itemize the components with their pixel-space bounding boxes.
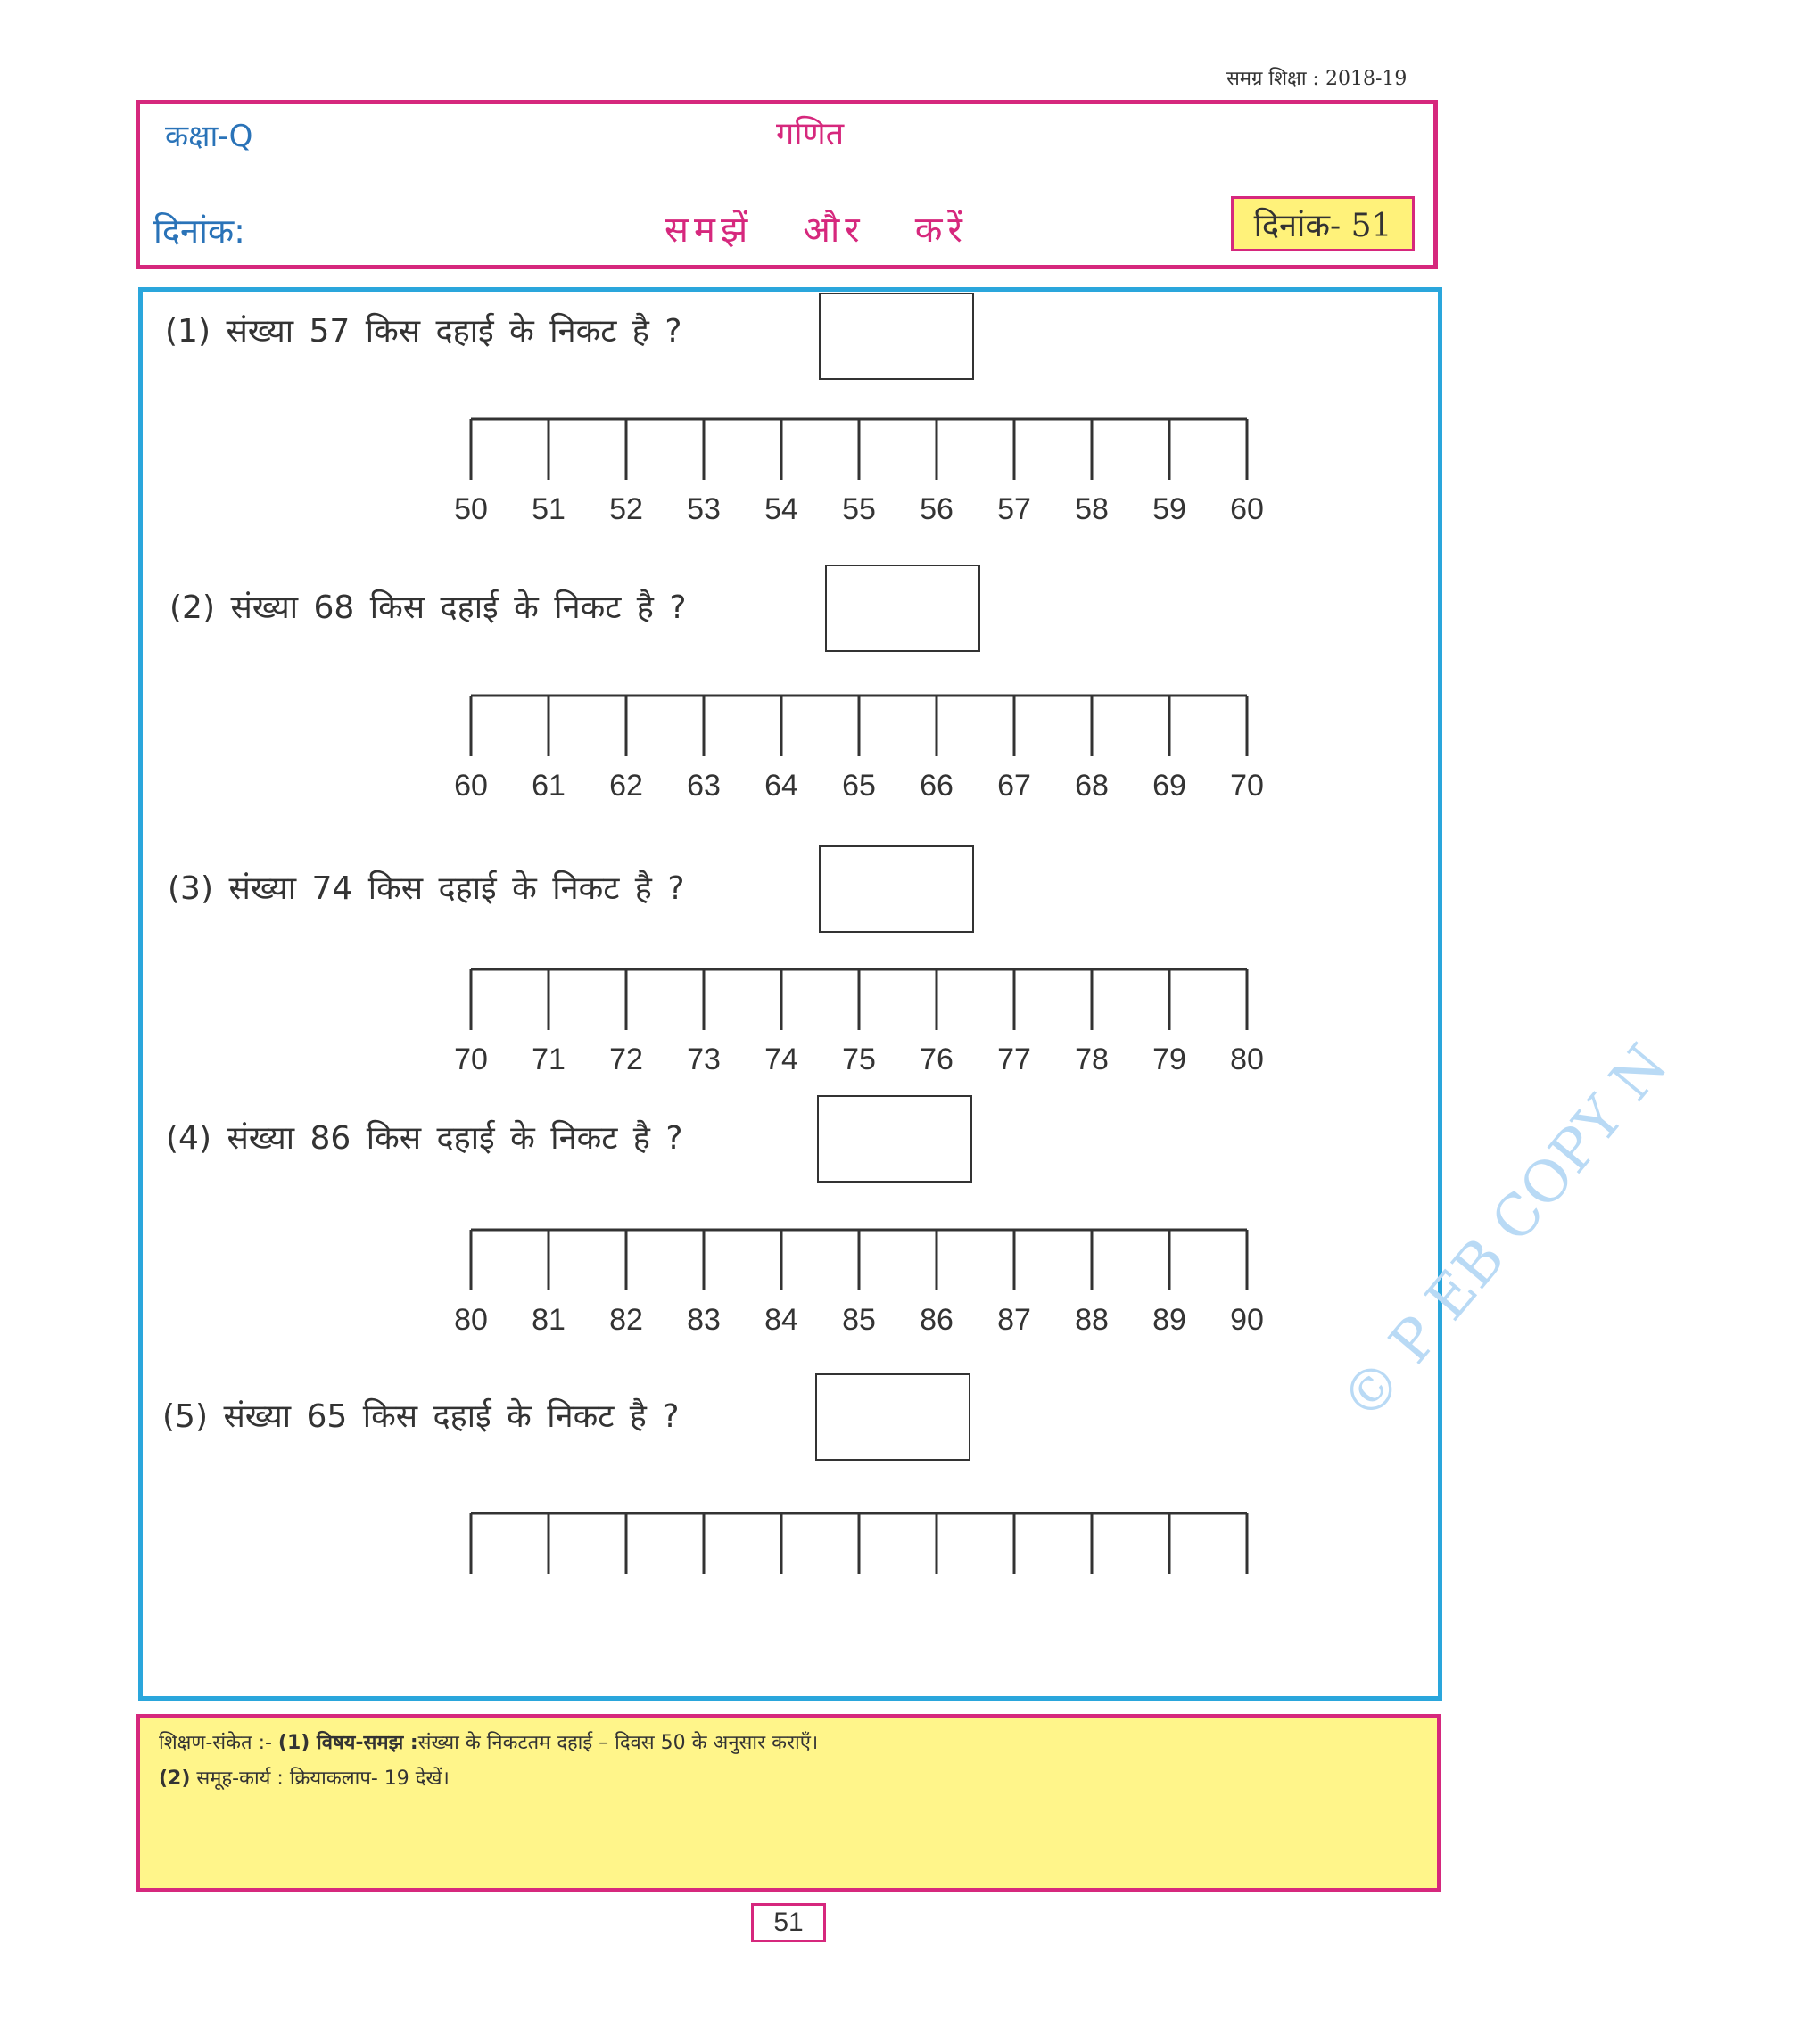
number-line-tick-label: 83: [687, 1303, 721, 1337]
number-line-tick-label: 70: [454, 1043, 488, 1076]
answer-box-3[interactable]: [819, 845, 974, 933]
number-line-tick-label: 50: [454, 492, 488, 526]
number-line-tick-label: 76: [920, 1043, 954, 1076]
number-line-tick-label: 73: [687, 1043, 721, 1076]
day-badge: दिनांक- 51: [1231, 196, 1415, 251]
question-text: संख्या 86 किस दहाई के निकट है ?: [227, 1120, 683, 1157]
number-line-tick-label: 53: [687, 492, 721, 526]
number-line-tick-label: 62: [609, 769, 643, 803]
number-line-tick-label: 80: [1230, 1043, 1264, 1076]
answer-box-2[interactable]: [825, 565, 980, 652]
teaching-note-prefix: शिक्षण-संकेत :-: [159, 1732, 278, 1754]
number-line-tick-label: 77: [997, 1043, 1031, 1076]
activity-title: समझें और करें: [665, 210, 968, 251]
number-line-tick-label: 68: [1075, 769, 1109, 803]
number-line-tick-label: 61: [532, 769, 566, 803]
question-number: (2): [169, 589, 215, 626]
number-line-tick-label: 87: [997, 1303, 1031, 1337]
date-label: दिनांक:: [153, 211, 245, 251]
watermark: © P EB COPY N: [1329, 1032, 1681, 1434]
number-line-tick-label: 59: [1152, 492, 1186, 526]
number-line-tick-label: 86: [920, 1303, 954, 1337]
number-line-tick-label: 52: [609, 492, 643, 526]
class-label: कक्षा-Q: [165, 119, 253, 154]
question-number: (3): [168, 870, 213, 907]
number-line-tick-label: 60: [454, 769, 488, 803]
question-text: संख्या 74 किस दहाई के निकट है ?: [228, 870, 685, 907]
teaching-note-line-1: [159, 1728, 818, 1755]
number-line-tick-label: 89: [1152, 1303, 1186, 1337]
number-line-tick-label: 58: [1075, 492, 1109, 526]
subject-label: गणित: [776, 116, 845, 152]
number-line-tick-label: 78: [1075, 1043, 1109, 1076]
number-line-tick-label: 85: [842, 1303, 876, 1337]
number-line-tick-label: 71: [532, 1043, 566, 1076]
teaching-note-item2-text: समूह-कार्य : क्रियाकलाप- 19 देखें।: [190, 1768, 450, 1790]
number-line-5: [464, 1512, 1249, 1628]
number-line-tick-label: 63: [687, 769, 721, 803]
teaching-note-item1-label: (1) विषय-समझ :: [277, 1732, 418, 1754]
number-line-tick-label: 65: [842, 769, 876, 803]
question-3: [168, 865, 684, 909]
number-line-2: [454, 694, 1264, 810]
number-line-tick-label: 74: [764, 1043, 798, 1076]
number-line-tick-label: 67: [997, 769, 1031, 803]
question-text: संख्या 68 किस दहाई के निकट है ?: [230, 589, 687, 626]
teaching-note-line-2: [159, 1764, 450, 1791]
question-1: [165, 308, 681, 351]
publication-meta: समग्र शिक्षा : 2018-19: [1226, 68, 1408, 90]
number-line-tick-label: 72: [609, 1043, 643, 1076]
number-line-tick-label: 70: [1230, 769, 1264, 803]
answer-box-1[interactable]: [819, 293, 974, 380]
number-line-4: [454, 1228, 1264, 1344]
number-line-tick-label: 66: [920, 769, 954, 803]
number-line-tick-label: 75: [842, 1043, 876, 1076]
number-line-3: [454, 968, 1264, 1084]
number-line-tick-label: 82: [609, 1303, 643, 1337]
question-number: (5): [162, 1398, 208, 1435]
question-4: [166, 1115, 682, 1158]
number-line-tick-label: 56: [920, 492, 954, 526]
teaching-note-item2-label: (2): [159, 1768, 191, 1790]
number-line-tick-label: 51: [532, 492, 566, 526]
answer-box-5[interactable]: [815, 1373, 970, 1461]
question-number: (4): [166, 1120, 211, 1157]
number-line-tick-label: 79: [1152, 1043, 1186, 1076]
question-2: [169, 584, 686, 628]
number-line-tick-label: 88: [1075, 1303, 1109, 1337]
number-line-tick-label: 84: [764, 1303, 798, 1337]
teaching-note-item1-text: संख्या के निकटतम दहाई – दिवस 50 के अनुसार कराएँ।: [417, 1732, 819, 1754]
number-line-tick-label: 57: [997, 492, 1031, 526]
number-line-1: [454, 417, 1264, 533]
number-line-tick-label: 69: [1152, 769, 1186, 803]
question-number: (1): [165, 313, 211, 350]
question-text: संख्या 65 किस दहाई के निकट है ?: [223, 1398, 680, 1435]
question-text: संख्या 57 किस दहाई के निकट है ?: [226, 313, 682, 350]
number-line-tick-label: 64: [764, 769, 798, 803]
page-number: 51: [751, 1903, 826, 1942]
number-line-tick-label: 81: [532, 1303, 566, 1337]
number-line-tick-label: 54: [764, 492, 798, 526]
number-line-tick-label: 80: [454, 1303, 488, 1337]
question-5: [162, 1393, 679, 1437]
number-line-tick-label: 55: [842, 492, 876, 526]
number-line-tick-label: 90: [1230, 1303, 1264, 1337]
number-line-tick-label: 60: [1230, 492, 1264, 526]
answer-box-4[interactable]: [817, 1095, 972, 1183]
